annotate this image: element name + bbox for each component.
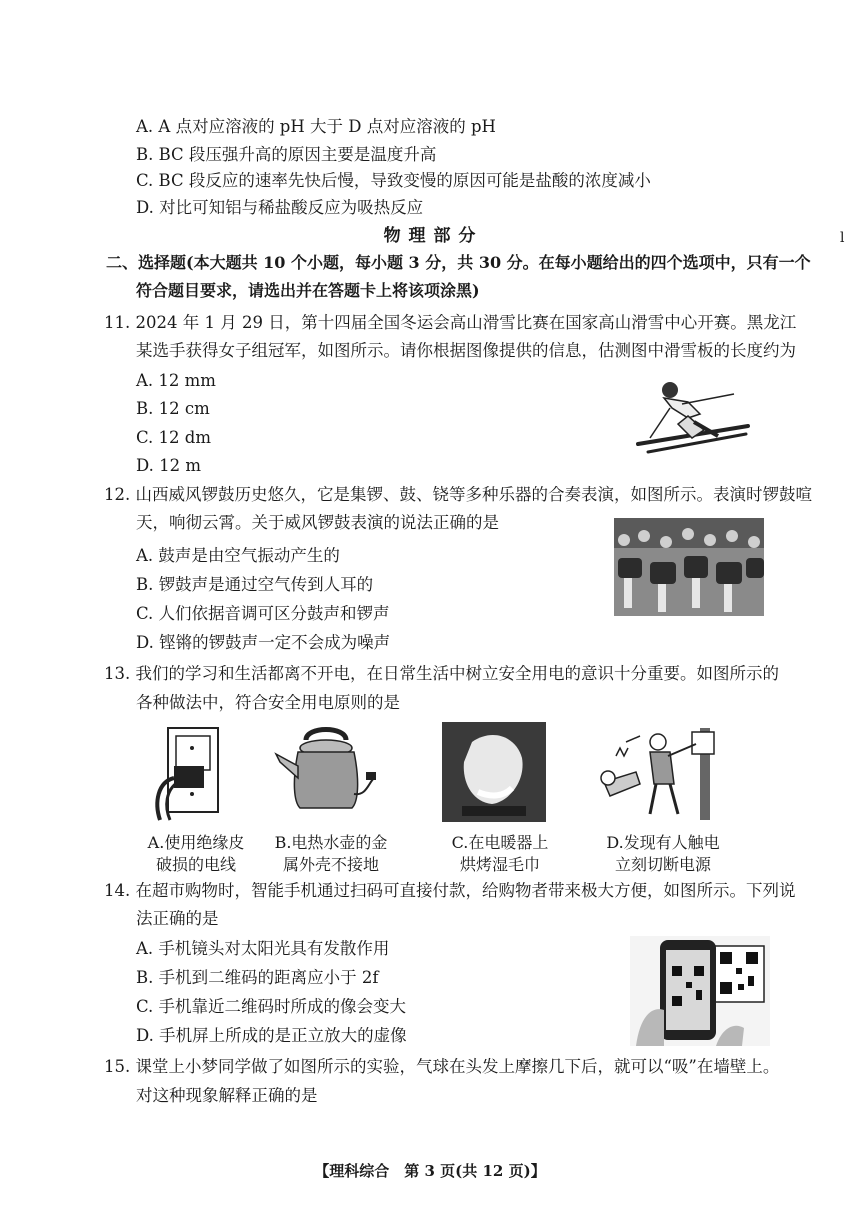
q14-option-c: C. 手机靠近二维码时所成的像会变大 — [136, 997, 407, 1016]
q10-option-a: A. A 点对应溶液的 pH 大于 D 点对应溶液的 pH — [136, 117, 496, 136]
q12-stem-line-1: 12. 山西威风锣鼓历史悠久，它是集锣、鼓、铙等多种乐器的合奏表演，如图所示。表演时锣鼓喧 — [104, 485, 812, 504]
q11-option-d: D. 12 m — [136, 456, 202, 475]
q13-caption-d — [604, 832, 722, 876]
drum-performance-image — [614, 518, 764, 616]
q12-option-b: B. 锣鼓声是通过空气传到人耳的 — [136, 575, 374, 594]
q15-stem-line-2: 对这种现象解释正确的是 — [136, 1086, 318, 1105]
caption-line: 烘烤湿毛巾 — [459, 855, 540, 874]
damaged-wire-socket-image — [148, 722, 226, 822]
phone-scanning-qr-image — [630, 936, 770, 1046]
caption-line: 属外壳不接地 — [282, 855, 379, 874]
caption-line: A.使用绝缘皮 — [147, 833, 245, 852]
caption-line: C.在电暖器上 — [451, 833, 549, 852]
heater-towel-image — [442, 722, 546, 822]
q13-stem-line-1: 13. 我们的学习和生活都离不开电，在日常生活中树立安全用电的意识十分重要。如图所示的 — [104, 664, 779, 683]
q12-stem-line-2: 天，响彻云霄。关于威风锣鼓表演的说法正确的是 — [136, 513, 499, 532]
q11-stem-line-2: 某选手获得女子组冠军，如图所示。请你根据图像提供的信息，估测图中滑雪板的长度约为 — [136, 341, 796, 360]
electric-shock-rescue-image — [596, 722, 724, 822]
q13-caption-b — [272, 832, 390, 876]
q13-stem-line-2: 各种做法中，符合安全用电原则的是 — [136, 693, 400, 712]
q11-option-a: A. 12 mm — [136, 371, 216, 390]
q14-stem-line-1: 14. 在超市购物时，智能手机通过扫码可直接付款，给购物者带来极大方便，如图所示。下列说 — [104, 881, 796, 900]
caption-line: D.发现有人触电 — [606, 833, 720, 852]
section-title: 物 理 部 分 — [383, 226, 477, 246]
q15-stem-line-1: 15. 课堂上小梦同学做了如图所示的实验，气球在头发上摩擦几下后，就可以“吸”在墙壁上。 — [104, 1057, 780, 1076]
electric-kettle-image — [270, 722, 378, 822]
q11-stem-line-1: 11. 2024 年 1 月 29 日，第十四届全国冬运会高山滑雪比赛在国家高山滑雪中心开赛。黑龙江 — [104, 313, 797, 332]
instructions-line-2: 符合题目要求，请选出并在答题卡上将该项涂黑) — [136, 281, 480, 300]
q11-option-c: C. 12 dm — [136, 428, 211, 447]
q10-option-d: D. 对比可知铝与稀盐酸反应为吸热反应 — [136, 198, 424, 217]
caption-line: 破损的电线 — [155, 855, 236, 874]
q12-option-a: A. 鼓声是由空气振动产生的 — [136, 546, 340, 565]
caption-line: 立刻切断电源 — [614, 855, 711, 874]
q12-option-d: D. 铿锵的锣鼓声一定不会成为噪声 — [136, 633, 391, 652]
q14-stem-line-2: 法正确的是 — [136, 909, 219, 928]
q13-caption-a — [144, 832, 248, 876]
q14-option-b: B. 手机到二维码的距离应小于 2f — [136, 968, 379, 987]
instructions-line-1: 二、选择题(本大题共 10 个小题，每小题 3 分，共 30 分。在每小题给出的四个选项中，只有一个 — [106, 253, 811, 272]
q10-option-b: B. BC 段压强升高的原因主要是温度升高 — [136, 145, 437, 164]
skier-image — [630, 378, 756, 456]
page-footer: 【理科综合 第 3 页(共 12 页)】 — [314, 1162, 546, 1180]
caption-line: B.电热水壶的金 — [274, 833, 388, 852]
q11-option-b: B. 12 cm — [136, 399, 210, 418]
q13-caption-c — [444, 832, 556, 876]
q12-option-c: C. 人们依据音调可区分鼓声和锣声 — [136, 604, 390, 623]
q14-option-d: D. 手机屏上所成的是正立放大的虚像 — [136, 1026, 407, 1045]
q14-option-a: A. 手机镜头对太阳光具有发散作用 — [136, 939, 390, 958]
q10-option-c: C. BC 段反应的速率先快后慢，导致变慢的原因可能是盐酸的浓度减小 — [136, 171, 651, 190]
margin-mark: l — [840, 230, 845, 246]
